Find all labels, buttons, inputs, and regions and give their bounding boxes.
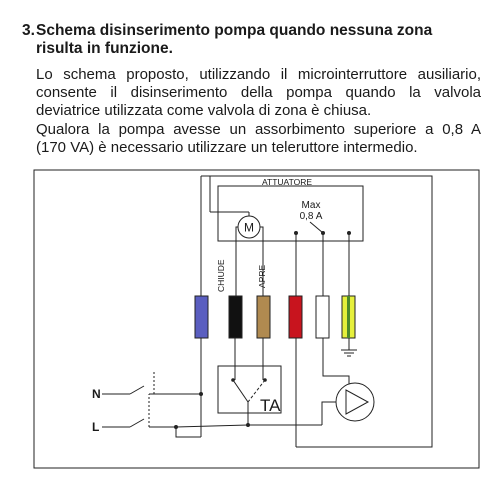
- motor-lead-left: [236, 227, 238, 296]
- pump-feed-wire: [322, 402, 336, 425]
- common-wire-top: [210, 176, 432, 313]
- white-wire-down: [323, 338, 349, 386]
- switch-rating-value: 0,8 A: [299, 211, 323, 222]
- sleeve-blue: [195, 296, 208, 338]
- sleeve-red: [289, 296, 302, 338]
- paragraph-line: Qualora la pompa avesse un assorbimento superiore a 0,8 A: [36, 121, 481, 138]
- line-n-node: [199, 392, 203, 396]
- sleeve-brown: [257, 296, 270, 338]
- line-n-switch: [130, 386, 144, 394]
- motor-symbol: M: [244, 220, 254, 235]
- paragraph-line: deviatrice utilizzata come valvola di zona è chiusa.: [36, 102, 372, 119]
- wire-label-opens: APRE: [257, 264, 267, 288]
- line-l-to-blue: [176, 427, 201, 437]
- line-n-label: N: [92, 387, 101, 401]
- relay-node: [246, 423, 250, 427]
- paragraph-line: (170 VA) è necessario utilizzare un teleruttore intermedio.: [36, 139, 418, 156]
- section-title-line1: Schema disinserimento pompa quando nessuna zona: [36, 22, 433, 39]
- line-l-switch: [130, 419, 144, 427]
- line-l-label: L: [92, 420, 100, 434]
- paragraph-line: Lo schema proposto, utilizzando il microinterruttore ausiliario,: [36, 66, 481, 83]
- switch-blade: [310, 222, 323, 233]
- wire-label-closes: CHIUDE: [216, 259, 226, 292]
- sleeve-black: [229, 296, 242, 338]
- switch-rating-max: Max: [301, 200, 321, 211]
- section-title-line2: risulta in funzione.: [36, 40, 173, 57]
- actuator-label: ATTUATORE: [262, 177, 313, 187]
- section-number: 3.: [22, 22, 35, 39]
- relay-label: TA: [260, 396, 281, 415]
- relay-blade: [233, 380, 248, 402]
- paragraph-line: consente il disinserimento della pompa quando la valvola: [36, 84, 481, 101]
- sleeve-white: [316, 296, 329, 338]
